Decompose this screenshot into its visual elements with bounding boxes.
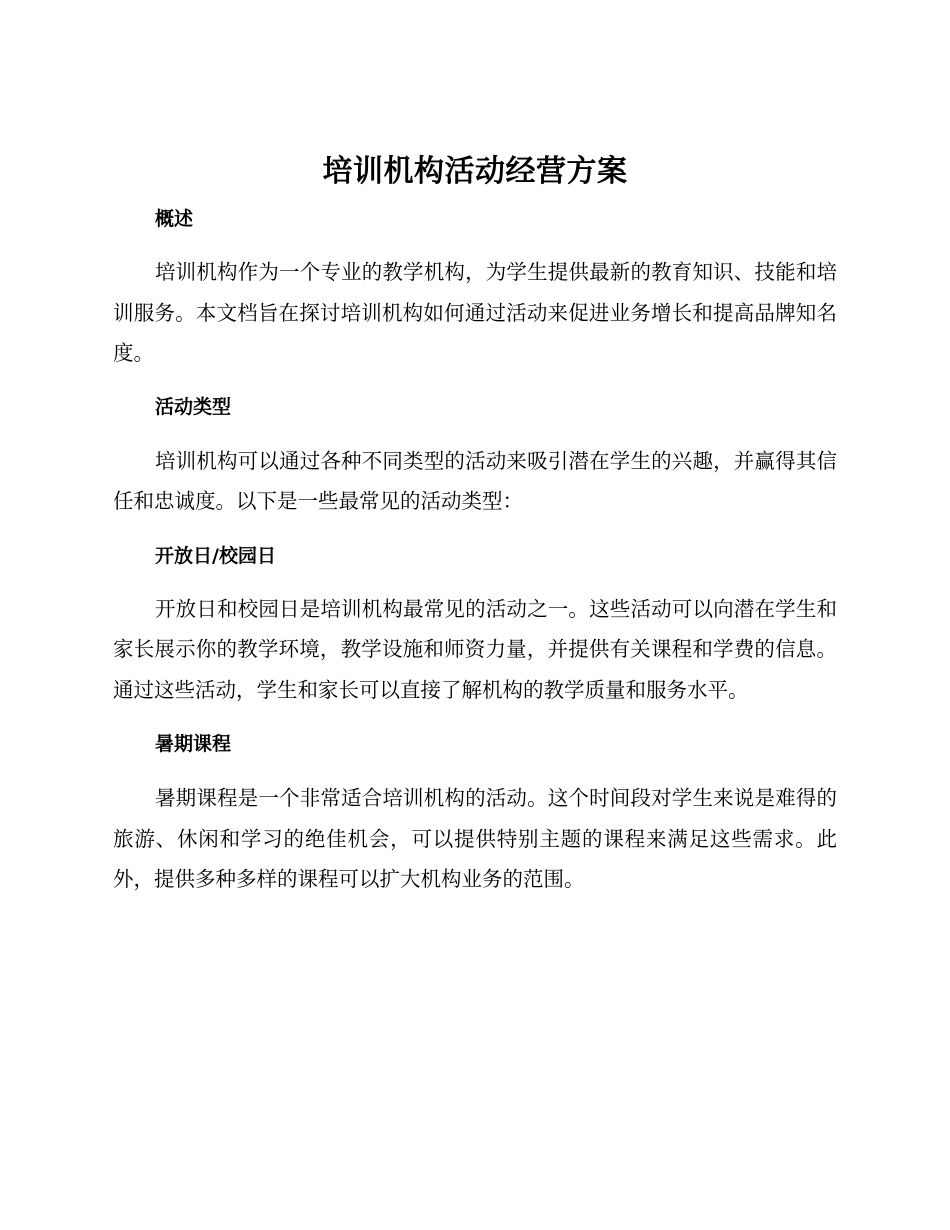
- document-body: [113, 148, 837, 900]
- section-paragraph-open-day: 开放日和校园日是培训机构最常见的活动之一。这些活动可以向潜在学生和家长展示你的教学环境，教学设施和师资力量，并提供有关课程和学费的信息。通过这些活动，学生和家长可以直接了解机构的教学质量和服务水平。: [113, 596, 837, 702]
- section-heading-summer-courses: 暑期课程: [155, 733, 232, 755]
- section-heading-open-day: 开放日/校园日: [155, 544, 276, 567]
- section-heading-overview: 概述: [155, 208, 194, 230]
- section-paragraph-overview: 培训机构作为一个专业的教学机构，为学生提供最新的教育知识、技能和培训服务。本文档旨在探讨培训机构如何通过活动来促进业务增长和提高品牌知名度。: [113, 260, 837, 365]
- section-heading-activity-types: 活动类型: [155, 395, 232, 418]
- document-title: 培训机构活动经营方案: [322, 154, 628, 189]
- section-paragraph-summer-courses: 暑期课程是一个非常适合培训机构的活动。这个时间段对学生来说是难得的旅游、休闲和学习的绝佳机会，可以提供特别主题的课程来满足这些需求。此外，提供多种多样的课程可以扩大机构业务的范围。: [113, 786, 837, 891]
- section-paragraph-activity-types: 培训机构可以通过各种不同类型的活动来吸引潜在学生的兴趣，并赢得其信任和忠诚度。以下是一些最常见的活动类型：: [113, 448, 837, 513]
